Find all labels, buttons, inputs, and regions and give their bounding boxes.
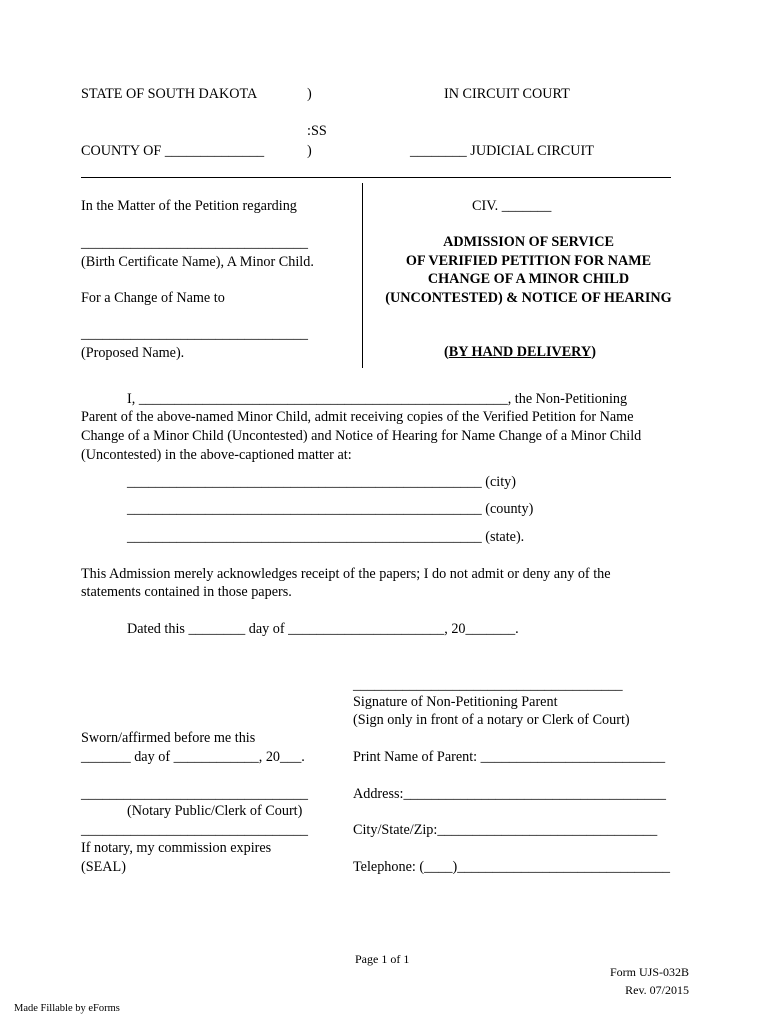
delivery-method	[444, 345, 596, 359]
notary-label: (Notary Public/Clerk of Court)	[127, 803, 303, 819]
document-title-line: OF VERIFIED PETITION FOR NAME	[405, 253, 652, 269]
body-text-line: (Uncontested) in the above-captioned matter at:	[81, 447, 352, 463]
fillable-credit: Made Fillable by eForms	[14, 1003, 120, 1014]
telephone-field[interactable]: Telephone: (____)______________________________	[353, 859, 671, 875]
ss-label: :SS	[307, 123, 327, 139]
admission-text-line: This Admission merely acknowledges receipt of the papers; I do not admit or deny any of the	[81, 566, 611, 582]
city-field[interactable]: __________________________________________________ (city)	[127, 474, 516, 490]
document-title-line: ADMISSION OF SERVICE	[443, 234, 614, 250]
caption-paren: )	[307, 86, 312, 102]
birth-name-label: (Birth Certificate Name), A Minor Child.	[81, 254, 314, 270]
court-label: IN CIRCUIT COURT	[444, 86, 570, 102]
sworn-date-field[interactable]: _______ day of ____________, 20___.	[81, 749, 305, 765]
signature-note: (Sign only in front of a notary or Clerk of Court)	[353, 712, 630, 728]
county-field[interactable]: __________________________________________________ (county)	[127, 501, 534, 517]
delivery-text: BY HAND DELIVERY	[448, 344, 592, 360]
judicial-circuit-label[interactable]: ________ JUDICIAL CIRCUIT	[410, 143, 594, 159]
body-text-line: Parent of the above-named Minor Child, admit receiving copies of the Verified Petition for Name	[81, 409, 634, 425]
print-name-field[interactable]: Print Name of Parent: __________________________	[353, 749, 666, 765]
sworn-label: Sworn/affirmed before me this	[81, 730, 256, 746]
change-label: For a Change of Name to	[81, 290, 225, 306]
city-state-zip-field[interactable]: City/State/Zip:_______________________________	[353, 822, 658, 838]
commission-blank[interactable]: ________________________________	[81, 822, 308, 838]
dated-line[interactable]: Dated this ________ day of ______________________, 20_______.	[127, 621, 519, 637]
proposed-name-label: (Proposed Name).	[81, 345, 185, 361]
document-title-line: CHANGE OF A MINOR CHILD	[427, 271, 630, 287]
caption-paren: )	[307, 143, 312, 159]
commission-label: If notary, my commission expires	[81, 840, 272, 856]
revision-date: Rev. 07/2015	[625, 983, 689, 997]
state-field[interactable]: __________________________________________________ (state).	[127, 529, 525, 545]
parent-name-line[interactable]: I, ____________________________________________________, the Non-Petitioning	[127, 391, 628, 407]
delivery-paren-close: )	[591, 344, 596, 360]
state-label: STATE OF SOUTH DAKOTA	[81, 86, 258, 102]
header-divider	[81, 177, 671, 178]
signature-blank[interactable]: ______________________________________	[353, 677, 623, 693]
page-number: Page 1 of 1	[355, 952, 410, 966]
address-field[interactable]: Address:_____________________________________	[353, 786, 666, 802]
delivery-paren-open: (	[444, 344, 449, 360]
admission-text-line: statements contained in those papers.	[81, 584, 292, 600]
document-title-line: (UNCONTESTED) & NOTICE OF HEARING	[385, 290, 672, 306]
notary-signature-blank[interactable]: ________________________________	[81, 786, 308, 802]
body-text-line: Change of a Minor Child (Uncontested) and Notice of Hearing for Name Change of a Minor Child	[81, 428, 642, 444]
signature-label: Signature of Non-Petitioning Parent	[353, 694, 558, 710]
civ-number[interactable]: CIV. _______	[472, 198, 552, 214]
birth-name-blank[interactable]: ________________________________	[81, 235, 308, 251]
matter-label: In the Matter of the Petition regarding	[81, 198, 297, 214]
county-label[interactable]: COUNTY OF ______________	[81, 143, 265, 159]
seal-label: (SEAL)	[81, 859, 126, 875]
form-number: Form UJS-032B	[609, 965, 689, 979]
proposed-name-blank[interactable]: ________________________________	[81, 326, 308, 342]
